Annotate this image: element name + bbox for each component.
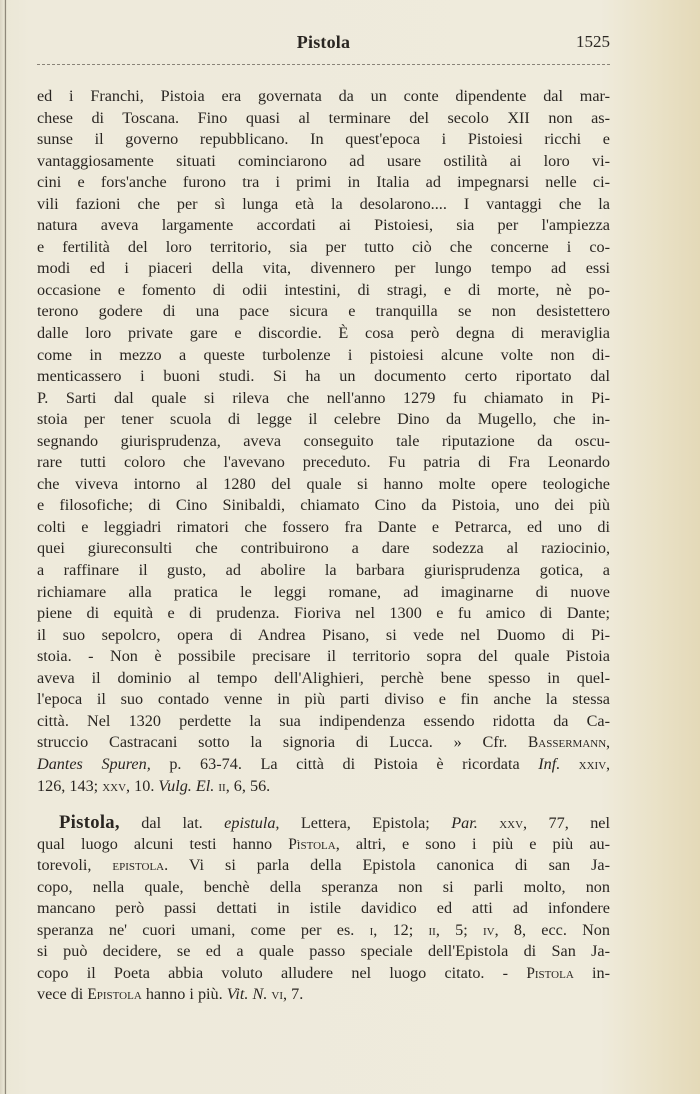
- page-number: 1525: [576, 32, 610, 51]
- text-run: sunse il governo repubblicano. In quest'epoca i Pistoiesi ricchi e: [37, 130, 610, 149]
- text-run: mancano però passi dettati in istile davidico ed atti ad infondere: [37, 899, 610, 918]
- small-caps-text: vi: [271, 986, 284, 1004]
- text-run: vili fazioni che per sì lunga età la desolarono.... I vantaggi che la: [37, 194, 610, 213]
- text-run: vece di: [37, 985, 88, 1004]
- text-line: [37, 834, 610, 856]
- text-line: [37, 431, 610, 453]
- text-run: [478, 814, 499, 832]
- italic-text: epistula,: [224, 814, 280, 832]
- text-run: copo il Poeta abbia voluto alludere nel luogo citato. -: [37, 963, 527, 982]
- text-line: [37, 625, 610, 647]
- text-run: segnando giurisprudenza, aveva conseguito tale riputazione da oscu-: [37, 431, 610, 450]
- text-run: p. 63-74. La città di Pistoia è ricordata: [150, 754, 539, 773]
- italic-text: Vit. N.: [226, 985, 268, 1004]
- text-run: stoia. - Non è possibile precisare il territorio sopra del quale Pistoia: [37, 647, 610, 666]
- text-line: [37, 668, 610, 690]
- italic-text: Vulg. El.: [158, 776, 215, 795]
- running-title: Pistola: [296, 32, 351, 52]
- text-run: l'epoca il suo contado venne in più parti diviso e fin anche la stessa: [37, 690, 610, 709]
- text-run: menticassero i buoni studi. Si ha un documento certo riportato dal: [37, 367, 610, 386]
- small-caps-text: Pistola: [526, 964, 574, 982]
- text-run: , 8, ecc. Non: [494, 920, 610, 939]
- text-run: natura aveva largamente accordati ai Pistoiesi, sia per l'ampiezza: [37, 216, 610, 235]
- text-run: dal lat.: [119, 814, 225, 832]
- text-run: , 10.: [126, 776, 159, 795]
- text-line: [37, 920, 610, 942]
- small-caps-text: xxv: [102, 777, 127, 795]
- text-line: [37, 941, 610, 963]
- text-line: [37, 151, 610, 173]
- text-run: dalle loro private gare e discordie. È cosa però degna di meraviglia: [37, 324, 610, 343]
- text-line: [37, 517, 610, 539]
- text-line: [37, 474, 610, 496]
- text-line: [37, 898, 610, 920]
- text-line: [37, 345, 610, 367]
- text-line: [37, 258, 610, 280]
- text-line: [37, 495, 610, 517]
- text-line: [37, 877, 610, 899]
- small-caps-text: Pìstola: [288, 835, 336, 853]
- text-run: Lettera, Epistola;: [279, 814, 452, 832]
- small-caps-text: Bassermann,: [528, 734, 610, 752]
- text-line: [37, 646, 610, 668]
- small-caps-text: xxv: [499, 815, 524, 832]
- text-line: [37, 963, 610, 985]
- text-run: terono godere di una pace sicura e tranquilla se non desistettero: [37, 302, 610, 321]
- text-line: [37, 452, 610, 474]
- text-line: [37, 732, 610, 754]
- text-run: , 6, 56.: [225, 776, 271, 795]
- text-run: , altri, e sono i più e più au-: [335, 834, 610, 853]
- text-run: qual luogo alcuni testi hanno: [37, 834, 289, 853]
- text-line: [37, 603, 610, 625]
- text-run: torevoli,: [37, 856, 113, 875]
- text-run: in-: [573, 963, 610, 982]
- italic-text: Dantes Spuren,: [37, 754, 151, 773]
- text-run: piene di equità e di prudenza. Fioriva nel 1300 e fu amico di Dante;: [37, 604, 610, 623]
- small-caps-text: ii: [428, 921, 436, 939]
- text-line: [37, 86, 610, 108]
- text-run: si può decidere, se ed a quale passo speciale dell'Epistola di San Ja-: [37, 942, 610, 961]
- text-line: [37, 689, 610, 711]
- paragraph-pistoia-history: [37, 86, 610, 797]
- text-run: , 7.: [283, 985, 304, 1004]
- text-line: [37, 366, 610, 388]
- running-header: [37, 32, 610, 60]
- text-run: 126, 143;: [37, 776, 103, 795]
- header-rule: [37, 64, 610, 65]
- text-run: città. Nel 1320 perdette la sua indipendenza essendo ridotta da Ca-: [37, 711, 610, 730]
- text-run: richiamare alla pratica le leggi romane, ad imaginarne di nuove: [37, 582, 610, 601]
- small-caps-text: i: [369, 921, 374, 939]
- text-line: [37, 172, 610, 194]
- text-run: copo, nella quale, benchè della speranza non si parli molto, non: [37, 877, 610, 896]
- text-line: [37, 388, 610, 410]
- text-run: , 77, nel: [523, 814, 610, 832]
- text-run: e filosofiche; di Cino Sinibaldi, chiamato Cino da Pistoia, uno dei più: [37, 496, 610, 515]
- paragraph-entry-pistola: [37, 812, 610, 1006]
- small-caps-text: epistola: [112, 857, 165, 875]
- text-line: [37, 538, 610, 560]
- text-line: [37, 754, 610, 776]
- text-line: [37, 711, 610, 733]
- text-line: [37, 323, 610, 345]
- text-run: struccio Castracani sotto la signoria di Lucca. » Cfr.: [37, 733, 529, 752]
- small-caps-text: Epistola: [87, 986, 142, 1004]
- text-line: [37, 812, 610, 834]
- text-run: ed i Franchi, Pistoia era governata da un conte dipendente dal mar-: [37, 87, 610, 105]
- text-run: speranza ne' cuori umani, come per es.: [37, 920, 370, 939]
- text-line: [37, 582, 610, 604]
- italic-text: Inf.: [538, 754, 561, 773]
- text-run: quei giureconsulti che contribuirono a dare sodezza al raziocinio,: [37, 539, 610, 558]
- page-spine-edge: [5, 0, 6, 1094]
- text-run: come in mezzo a queste turbolenze i pistoiesi alcune volte non di-: [37, 345, 610, 364]
- entry-headword: Pistola,: [59, 812, 120, 833]
- text-run: occasione e fomento di odii intestini, di stragi, e di morte, nè po-: [37, 280, 610, 299]
- text-run: , 12;: [373, 920, 429, 939]
- text-run: chese di Toscana. Fino quasi al terminare del secolo XII non as-: [37, 108, 610, 127]
- text-run: P. Sarti dal quale si rileva che nell'anno 1279 fu chiamato in Pi-: [37, 388, 610, 407]
- small-caps-text: xxiv,: [560, 755, 610, 773]
- text-run: aveva il dominio al tempo dell'Alighieri, perchè bene spesso in quel-: [37, 668, 610, 687]
- text-line: [37, 237, 610, 259]
- text-line: [37, 280, 610, 302]
- text-line: [37, 560, 610, 582]
- text-run: che viveva intorno al 1280 del quale si hanno molte opere teologiche: [37, 474, 610, 493]
- text-run: il suo sepolcro, opera di Andrea Pisano, si vede nel Duomo di Pi-: [37, 625, 610, 644]
- small-caps-text: iv: [482, 921, 495, 939]
- small-caps-text: ii: [218, 777, 226, 795]
- text-line: [37, 984, 610, 1006]
- text-run: hanno i più.: [141, 985, 227, 1004]
- text-run: modi ed i piaceri della vita, divennero per lungo tempo ad essi: [37, 259, 610, 278]
- italic-text: Par.: [451, 814, 478, 832]
- text-line: [37, 409, 610, 431]
- text-run: colti e leggiadri rimatori che fossero fra Dante e Petrarca, ed uno di: [37, 517, 610, 536]
- text-run: rare tutti coloro che l'avevano preceduto. Fu patria di Fra Leonardo: [37, 453, 610, 472]
- text-run: e fertilità del loro territorio, sia per tutto ciò che concerne i co-: [37, 237, 610, 256]
- text-run: a raffinare il gusto, ad abolire la barbara giurisprudenza gotica, a: [37, 561, 610, 580]
- text-line: [37, 194, 610, 216]
- text-run: stoia per tener scuola di legge il celebre Dino da Mugello, che in-: [37, 410, 610, 429]
- text-run: , 5;: [435, 920, 483, 939]
- text-line: [37, 776, 610, 798]
- text-line: [37, 855, 610, 877]
- text-line: [37, 301, 610, 323]
- text-line: [37, 129, 610, 151]
- text-run: vantaggiosamente situati cominciarono ad usare ostilità ai loro vi-: [37, 151, 610, 170]
- text-line: [37, 215, 610, 237]
- text-line: [37, 108, 610, 130]
- text-run: . Vi si parla della Epistola canonica di san Ja-: [164, 856, 610, 875]
- text-run: cini e fors'anche furono tra i primi in Italia ad impegnarsi nelle ci-: [37, 173, 610, 192]
